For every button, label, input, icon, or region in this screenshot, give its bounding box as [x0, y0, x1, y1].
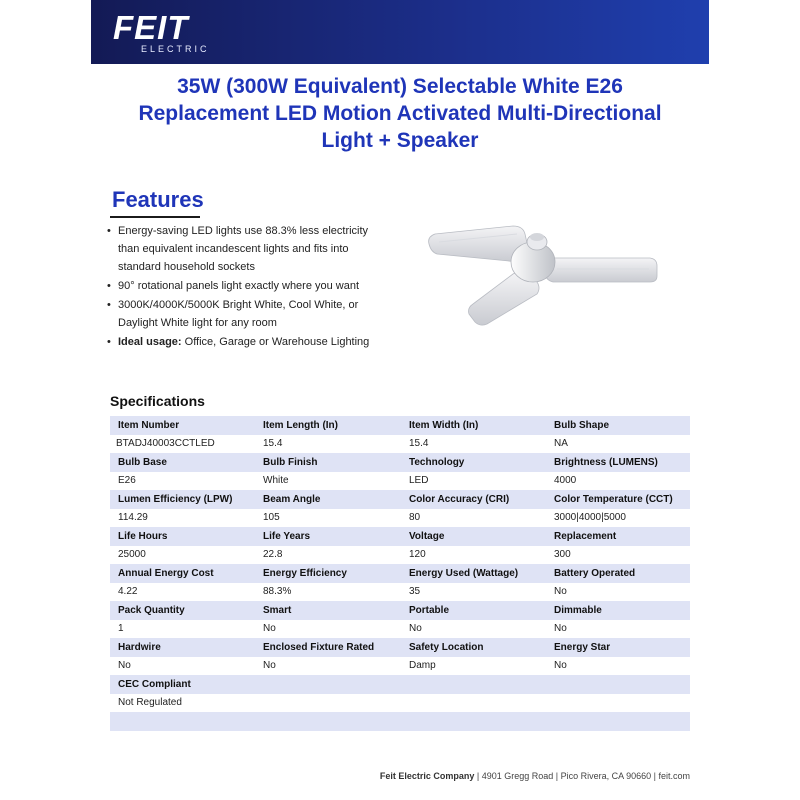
spec-label: Pack Quantity	[110, 601, 255, 620]
spec-value: 4000	[546, 472, 690, 491]
specifications-heading: Specifications	[110, 393, 205, 409]
spec-value: 120	[401, 546, 546, 565]
spec-value: 25000	[110, 546, 255, 565]
bullet-icon: •	[107, 336, 111, 348]
spec-label: Hardwire	[110, 638, 255, 657]
feit-logo	[113, 9, 210, 54]
spec-value: 1	[110, 620, 255, 639]
spec-value: 15.4	[401, 435, 546, 454]
spec-value: 4.22	[110, 583, 255, 602]
spec-label: Life Years	[255, 527, 401, 546]
spec-empty-cell	[255, 712, 401, 731]
features-heading: Features	[112, 187, 204, 212]
features-underline	[110, 216, 200, 218]
spec-label: Safety Location	[401, 638, 546, 657]
spec-value: 88.3%	[255, 583, 401, 602]
spec-label: Enclosed Fixture Rated	[255, 638, 401, 657]
spec-label-row	[110, 564, 690, 583]
spec-value	[546, 694, 690, 713]
spec-empty-row	[110, 712, 690, 731]
spec-value: No	[401, 620, 546, 639]
spec-value: 15.4	[255, 435, 401, 454]
spec-value: No	[546, 583, 690, 602]
spec-label	[255, 675, 401, 694]
spec-label-row	[110, 416, 690, 435]
spec-value-row	[110, 435, 690, 454]
spec-label: Voltage	[401, 527, 546, 546]
spec-label: Bulb Base	[110, 453, 255, 472]
item-number-link[interactable]: BTADJ40003CCTLED	[110, 435, 255, 454]
spec-empty-cell	[546, 712, 690, 731]
spec-label: Portable	[401, 601, 546, 620]
spec-value: No	[110, 657, 255, 676]
spec-label: Technology	[401, 453, 546, 472]
feature-item: • 3000K/4000K/5000K Bright White, Cool White, or Daylight White light for any room	[107, 296, 377, 332]
spec-value-row	[110, 509, 690, 528]
feature-item: • Energy-saving LED lights use 88.3% less electricity than equivalent incandescent lights and fits into standard household sockets	[107, 222, 377, 276]
spec-label-row	[110, 453, 690, 472]
spec-value-row	[110, 694, 690, 713]
bullet-icon: •	[107, 280, 111, 292]
spec-value: 22.8	[255, 546, 401, 565]
spec-value: 35	[401, 583, 546, 602]
feature-list	[107, 222, 377, 352]
spec-label: Smart	[255, 601, 401, 620]
spec-label-row	[110, 601, 690, 620]
spec-value: No	[255, 620, 401, 639]
spec-label: Replacement	[546, 527, 690, 546]
spec-value	[401, 694, 546, 713]
spec-value-row	[110, 583, 690, 602]
product-image	[425, 222, 660, 327]
spec-value: Not Regulated	[110, 694, 255, 713]
spec-label: Bulb Shape	[546, 416, 690, 435]
spec-value-row	[110, 472, 690, 491]
spec-value: No	[546, 657, 690, 676]
spec-value: No	[546, 620, 690, 639]
spec-label: Life Hours	[110, 527, 255, 546]
spec-label	[401, 675, 546, 694]
spec-value: 3000|4000|5000	[546, 509, 690, 528]
spec-value-row	[110, 657, 690, 676]
feature-item: • Ideal usage: Office, Garage or Warehouse Lighting	[107, 333, 377, 351]
spec-label-row	[110, 638, 690, 657]
bullet-icon: •	[107, 225, 111, 237]
spec-label: Energy Used (Wattage)	[401, 564, 546, 583]
spec-label: Energy Efficiency	[255, 564, 401, 583]
brand-header	[91, 0, 709, 64]
spec-value: E26	[110, 472, 255, 491]
spec-value: LED	[401, 472, 546, 491]
spec-label: Lumen Efficiency (LPW)	[110, 490, 255, 509]
footer-address: | 4901 Gregg Road | Pico Rivera, CA 90660 |	[474, 771, 659, 781]
spec-label: Item Number	[110, 416, 255, 435]
spec-label: Color Accuracy (CRI)	[401, 490, 546, 509]
spec-empty-cell	[401, 712, 546, 731]
logo-wordmark: FEIT	[113, 9, 189, 46]
spec-value: 300	[546, 546, 690, 565]
logo-subtitle: ELECTRIC	[141, 44, 210, 54]
spec-label-row	[110, 675, 690, 694]
spec-label: Item Length (In)	[255, 416, 401, 435]
product-title: 35W (300W Equivalent) Selectable White E26 Replacement LED Motion Activated Multi-Directional Light + Speaker	[138, 75, 662, 152]
footer-company: Feit Electric Company	[379, 771, 475, 781]
spec-label: Item Width (In)	[401, 416, 546, 435]
spec-empty-cell	[110, 712, 255, 731]
spec-value: NA	[546, 435, 690, 454]
spec-value: No	[255, 657, 401, 676]
spec-label: Energy Star	[546, 638, 690, 657]
spec-label: CEC Compliant	[110, 675, 255, 694]
spec-value-row	[110, 546, 690, 565]
spec-label: Bulb Finish	[255, 453, 401, 472]
spec-label: Beam Angle	[255, 490, 401, 509]
spec-value	[255, 694, 401, 713]
spec-label-row	[110, 527, 690, 546]
spec-label: Battery Operated	[546, 564, 690, 583]
spec-label: Color Temperature (CCT)	[546, 490, 690, 509]
spec-value: White	[255, 472, 401, 491]
spec-value: Damp	[401, 657, 546, 676]
spec-label: Annual Energy Cost	[110, 564, 255, 583]
spec-label: Brightness (LUMENS)	[546, 453, 690, 472]
specifications-table	[110, 416, 690, 731]
bullet-icon: •	[107, 299, 111, 311]
footer-website-link[interactable]: feit.com	[658, 771, 690, 781]
spec-label	[546, 675, 690, 694]
spec-value: 114.29	[110, 509, 255, 528]
feature-item: • 90° rotational panels light exactly where you want	[107, 277, 377, 295]
spec-label: Dimmable	[546, 601, 690, 620]
spec-value-row	[110, 620, 690, 639]
spec-value: 105	[255, 509, 401, 528]
spec-label-row	[110, 490, 690, 509]
spec-value: 80	[401, 509, 546, 528]
footer	[110, 771, 690, 781]
